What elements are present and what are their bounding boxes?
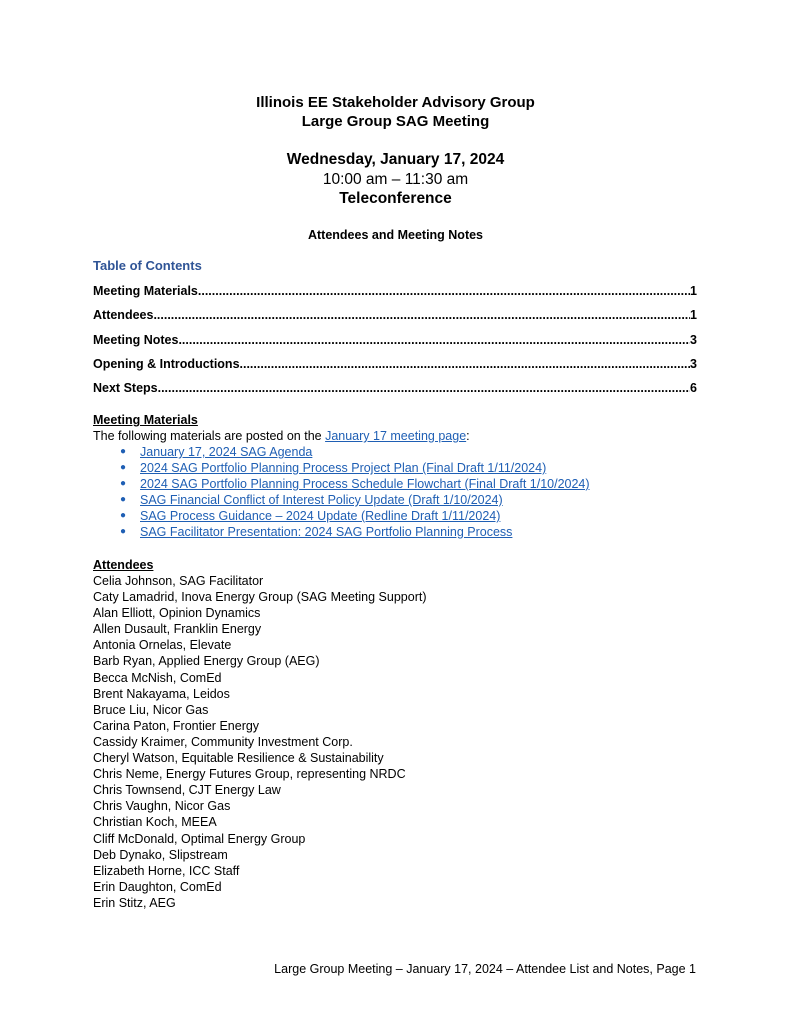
document-subtitle: Attendees and Meeting Notes	[307, 228, 484, 242]
attendee-item: Chris Vaughn, Nicor Gas	[93, 799, 231, 814]
meeting-title: Large Group SAG Meeting	[301, 113, 490, 130]
material-link[interactable]: SAG Facilitator Presentation: 2024 SAG Portfolio Planning Process	[140, 525, 513, 539]
attendee-item: Chris Neme, Energy Futures Group, representing NRDC	[93, 767, 406, 782]
material-link[interactable]: SAG Process Guidance – 2024 Update (Redline Draft 1/11/2024)	[140, 509, 501, 523]
attendee-item: Cheryl Watson, Equitable Resilience & Sustainability	[93, 751, 384, 766]
attendees-section	[93, 557, 427, 911]
list-item	[93, 476, 590, 492]
list-item	[93, 492, 590, 508]
meeting-materials-heading: Meeting Materials	[93, 413, 198, 427]
attendee-item: Allen Dusault, Franklin Energy	[93, 622, 262, 637]
attendee-item: Brent Nakayama, Leidos	[93, 686, 230, 701]
attendee-item: Caty Lamadrid, Inova Energy Group (SAG Meeting Support)	[93, 590, 427, 605]
bullet-icon: ●	[120, 462, 127, 473]
meeting-materials-section	[93, 412, 590, 540]
toc-entry-opening-introductions[interactable]	[93, 357, 697, 381]
toc-leader-dots	[240, 357, 691, 371]
toc-entry-label: Meeting Notes	[93, 332, 179, 347]
bullet-icon: ●	[120, 446, 127, 457]
material-link[interactable]: 2024 SAG Portfolio Planning Process Project Plan (Final Draft 1/11/2024)	[140, 461, 547, 475]
attendee-item: Elizabeth Horne, ICC Staff	[93, 863, 240, 878]
bullet-icon: ●	[120, 494, 127, 505]
material-link[interactable]: 2024 SAG Portfolio Planning Process Schedule Flowchart (Final Draft 1/10/2024)	[140, 477, 590, 491]
attendee-item: Erin Stitz, AEG	[93, 895, 176, 910]
toc-entry-next-steps[interactable]	[93, 381, 697, 405]
toc-entry-label: Next Steps	[93, 381, 158, 396]
attendee-item: Erin Daughton, ComEd	[93, 879, 222, 894]
materials-list	[93, 444, 590, 540]
attendee-item: Chris Townsend, CJT Energy Law	[93, 783, 281, 798]
toc-entry-label: Attendees	[93, 308, 154, 323]
page-footer: Large Group Meeting – January 17, 2024 – Attendee List and Notes, Page 1	[274, 962, 696, 976]
toc-entry-label: Opening & Introductions	[93, 356, 240, 371]
attendee-item: Celia Johnson, SAG Facilitator	[93, 574, 264, 588]
material-link[interactable]: January 17, 2024 SAG Agenda	[140, 445, 313, 459]
attendee-item: Cassidy Kraimer, Community Investment Corp.	[93, 734, 353, 749]
materials-intro-text: The following materials are posted on the	[93, 429, 326, 443]
toc-leader-dots	[178, 333, 690, 347]
toc-entry-page: 6	[690, 381, 697, 396]
meeting-page-link[interactable]: January 17 meeting page	[325, 429, 467, 443]
meeting-time: 10:00 am – 11:30 am	[322, 171, 469, 188]
attendee-item: Alan Elliott, Opinion Dynamics	[93, 606, 261, 621]
toc-entry-label: Meeting Materials	[93, 284, 198, 298]
toc-entry-attendees[interactable]	[93, 308, 697, 332]
material-link[interactable]: SAG Financial Conflict of Interest Policy Update (Draft 1/10/2024)	[140, 493, 503, 507]
toc-entry-page: 1	[690, 308, 697, 323]
toc-entry-page: 1	[690, 284, 697, 298]
attendee-item: Carina Paton, Frontier Energy	[93, 718, 260, 733]
bullet-icon: ●	[120, 526, 127, 537]
attendee-item: Cliff McDonald, Optimal Energy Group	[93, 831, 306, 846]
document-header	[0, 93, 791, 243]
toc-leader-dots	[198, 284, 690, 298]
attendees-heading: Attendees	[93, 558, 154, 572]
bullet-icon: ●	[120, 510, 127, 521]
list-item	[93, 524, 590, 540]
toc-entry-page: 3	[690, 332, 697, 347]
toc-entry-page: 3	[690, 356, 697, 371]
list-item	[93, 444, 590, 460]
attendee-item: Antonia Ornelas, Elevate	[93, 638, 232, 653]
meeting-date: Wednesday, January 17, 2024	[286, 151, 505, 168]
list-item	[93, 460, 590, 476]
attendee-item: Barb Ryan, Applied Energy Group (AEG)	[93, 654, 320, 669]
meeting-venue: Teleconference	[339, 190, 452, 207]
attendee-item: Bruce Liu, Nicor Gas	[93, 702, 209, 717]
list-item	[93, 508, 590, 524]
document-title: Illinois EE Stakeholder Advisory Group	[256, 94, 535, 111]
toc-leader-dots	[158, 381, 690, 395]
toc-entry-meeting-materials[interactable]	[93, 284, 697, 308]
toc-leader-dots	[153, 308, 690, 322]
attendee-item: Becca McNish, ComEd	[93, 670, 222, 685]
attendee-item: Christian Koch, MEEA	[93, 815, 217, 830]
toc-entry-meeting-notes[interactable]	[93, 333, 697, 357]
materials-intro-colon: :	[466, 429, 470, 443]
toc-heading: Table of Contents	[93, 258, 202, 273]
materials-intro	[93, 428, 590, 444]
bullet-icon: ●	[120, 478, 127, 489]
attendee-item: Deb Dynako, Slipstream	[93, 847, 228, 862]
table-of-contents	[93, 284, 697, 405]
